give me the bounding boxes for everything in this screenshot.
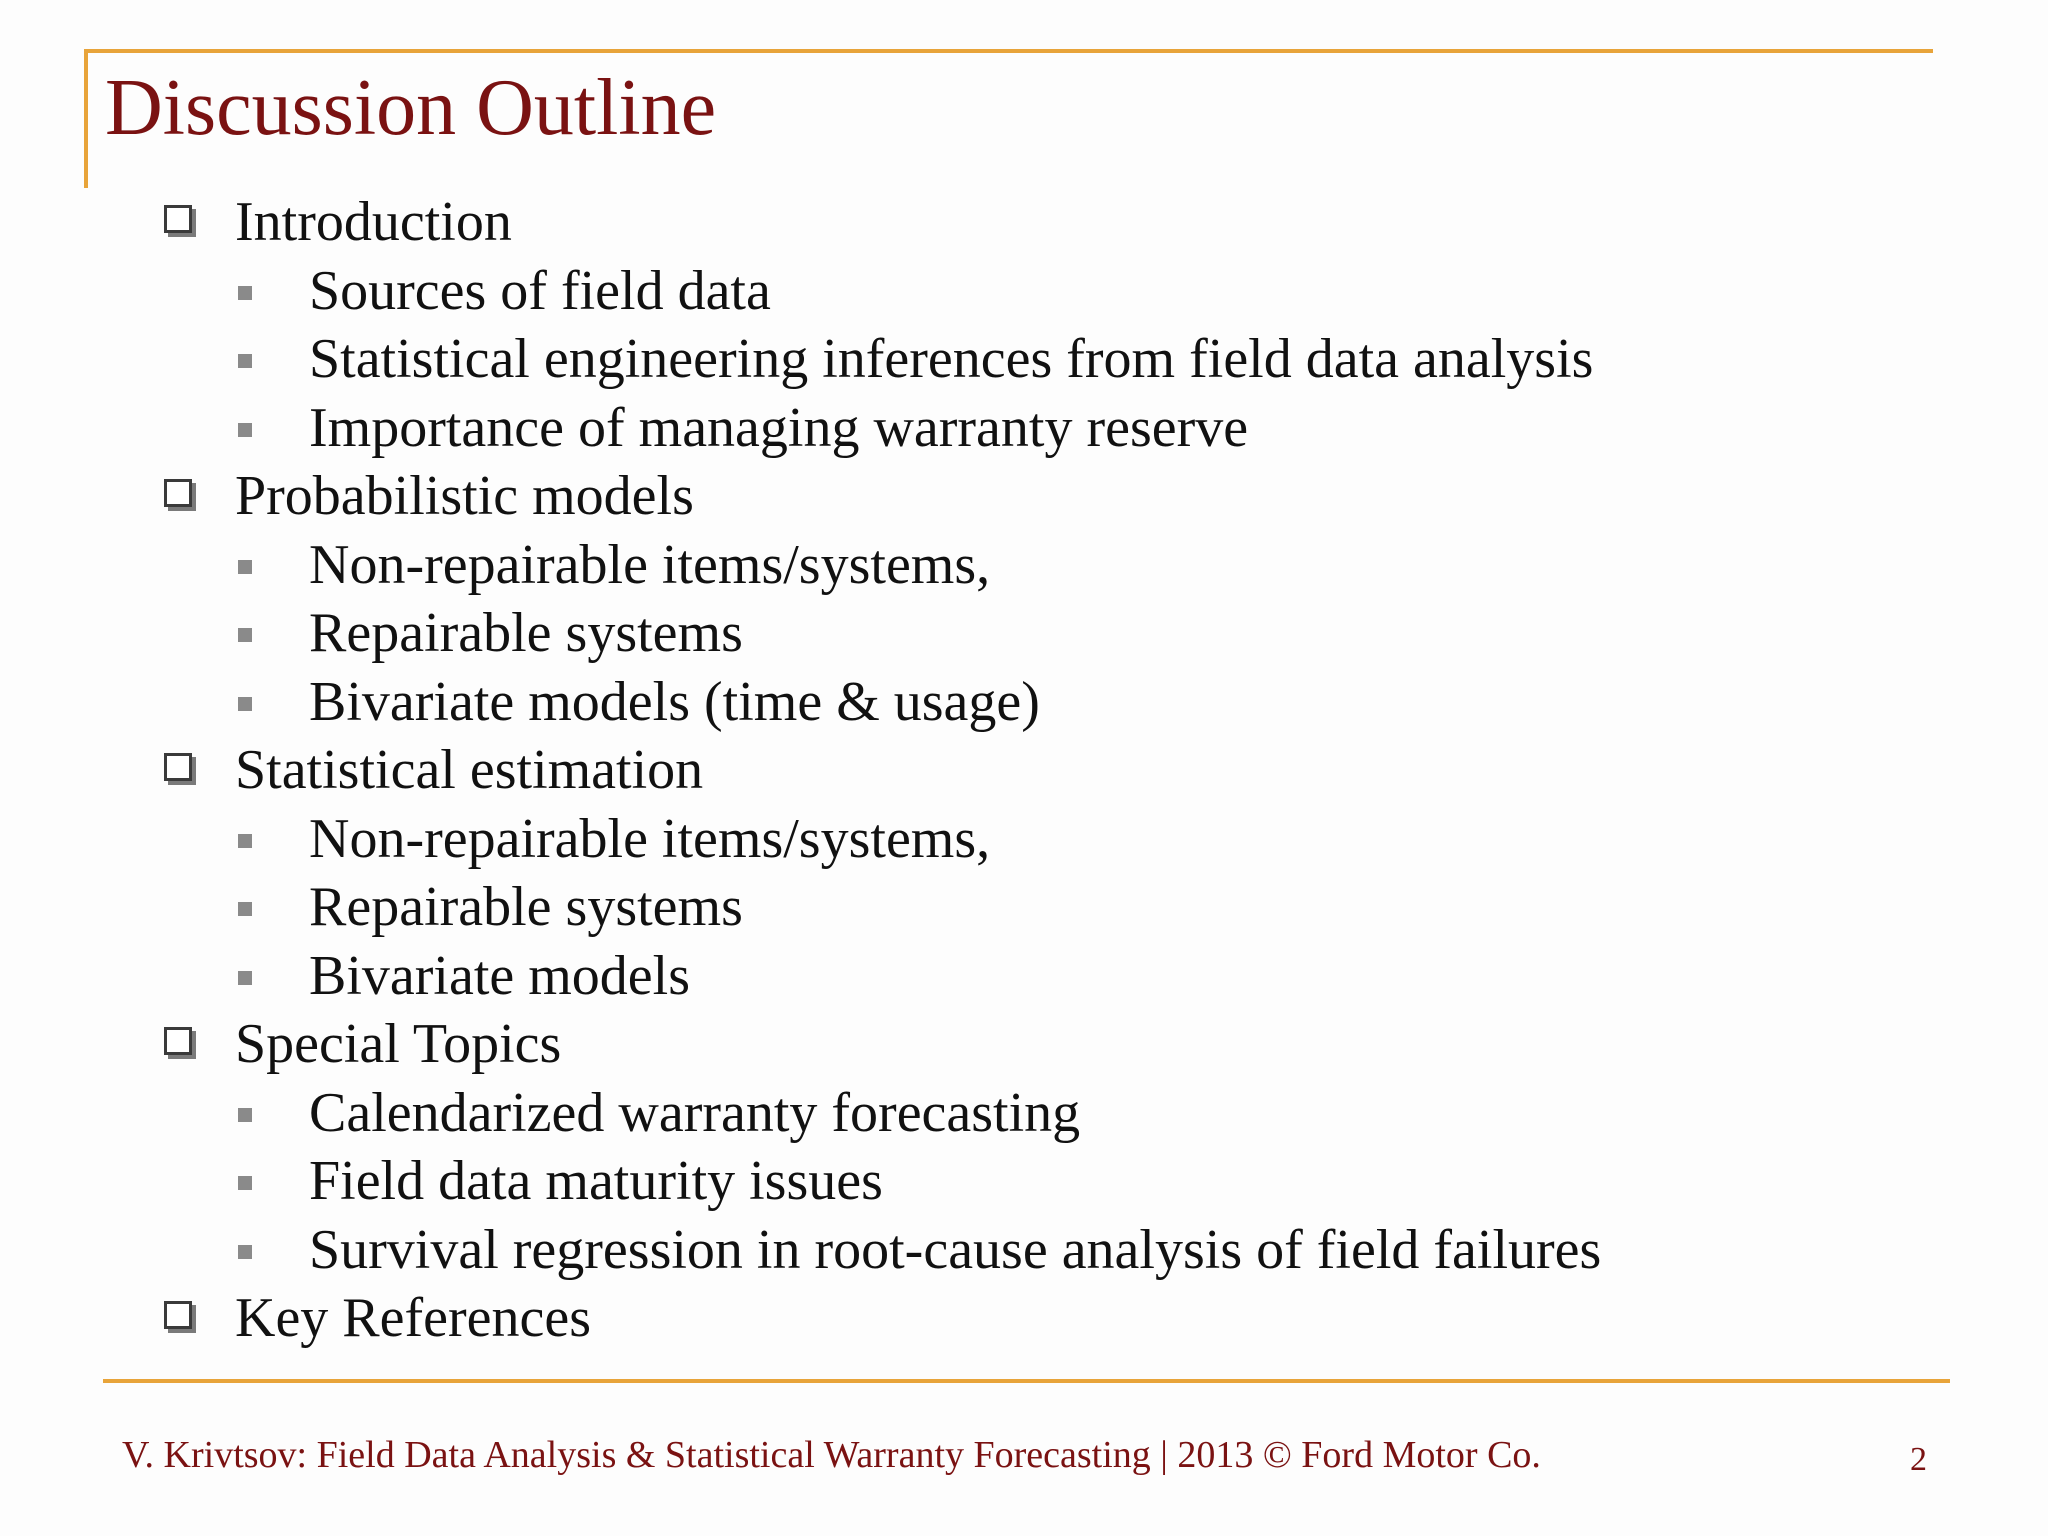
outline-item bbox=[0, 257, 2048, 326]
outline-item bbox=[0, 942, 2048, 1011]
outline-item bbox=[0, 325, 2048, 394]
square-bullet-icon bbox=[238, 1176, 252, 1190]
checkbox-icon bbox=[164, 479, 192, 507]
square-bullet-icon bbox=[238, 354, 252, 368]
item-label: Field data maturity issues bbox=[309, 1150, 883, 1212]
square-bullet-icon bbox=[238, 834, 252, 848]
outline-section bbox=[0, 462, 2048, 531]
square-bullet-icon bbox=[238, 1245, 252, 1259]
outline-item bbox=[0, 1216, 2048, 1285]
section-label: Probabilistic models bbox=[235, 465, 694, 527]
square-bullet-icon bbox=[238, 423, 252, 437]
square-bullet-icon bbox=[238, 628, 252, 642]
item-label: Survival regression in root-cause analysis of field failures bbox=[309, 1218, 1602, 1281]
outline-item bbox=[0, 394, 2048, 463]
footer-text: V. Krivtsov: Field Data Analysis & Statistical Warranty Forecasting | 2013 © Ford Motor Co. bbox=[122, 1434, 1541, 1476]
checkbox-icon bbox=[164, 205, 192, 233]
outline-section bbox=[0, 188, 2048, 257]
outline-item bbox=[0, 873, 2048, 942]
square-bullet-icon bbox=[238, 971, 252, 985]
section-label: Key References bbox=[235, 1287, 592, 1349]
page-number: 2 bbox=[1910, 1441, 1927, 1478]
item-label: Non-repairable items/systems, bbox=[309, 533, 991, 596]
section-label: Introduction bbox=[235, 191, 512, 253]
square-bullet-icon bbox=[238, 697, 252, 711]
item-label: Repairable systems bbox=[309, 876, 743, 938]
outline-section bbox=[0, 1010, 2048, 1079]
title-frame-top-rule bbox=[84, 49, 1933, 53]
footer-rule bbox=[103, 1379, 1950, 1383]
outline-item bbox=[0, 1079, 2048, 1148]
checkbox-icon bbox=[164, 753, 192, 781]
item-label: Bivariate models (time & usage) bbox=[309, 670, 1040, 733]
outline-item bbox=[0, 1147, 2048, 1216]
section-label: Statistical estimation bbox=[235, 739, 704, 801]
slide-title: Discussion Outline bbox=[105, 64, 717, 152]
square-bullet-icon bbox=[238, 902, 252, 916]
outline-section bbox=[0, 736, 2048, 805]
outline-item bbox=[0, 805, 2048, 874]
title-frame-left-rule bbox=[84, 49, 88, 188]
item-label: Statistical engineering inferences from field data analysis bbox=[309, 328, 1594, 390]
checkbox-icon bbox=[164, 1301, 192, 1329]
section-label: Special Topics bbox=[235, 1013, 562, 1075]
square-bullet-icon bbox=[238, 1108, 252, 1122]
item-label: Sources of field data bbox=[309, 259, 771, 322]
square-bullet-icon bbox=[238, 560, 252, 574]
outline-item bbox=[0, 599, 2048, 668]
outline-list bbox=[0, 188, 2048, 1353]
item-label: Calendarized warranty forecasting bbox=[309, 1081, 1081, 1144]
item-label: Repairable systems bbox=[309, 602, 743, 664]
square-bullet-icon bbox=[238, 286, 252, 300]
item-label: Bivariate models bbox=[309, 944, 691, 1007]
item-label: Importance of managing warranty reserve bbox=[309, 396, 1249, 459]
outline-item bbox=[0, 531, 2048, 600]
outline-section bbox=[0, 1284, 2048, 1353]
checkbox-icon bbox=[164, 1027, 192, 1055]
outline-item bbox=[0, 668, 2048, 737]
item-label: Non-repairable items/systems, bbox=[309, 807, 991, 870]
